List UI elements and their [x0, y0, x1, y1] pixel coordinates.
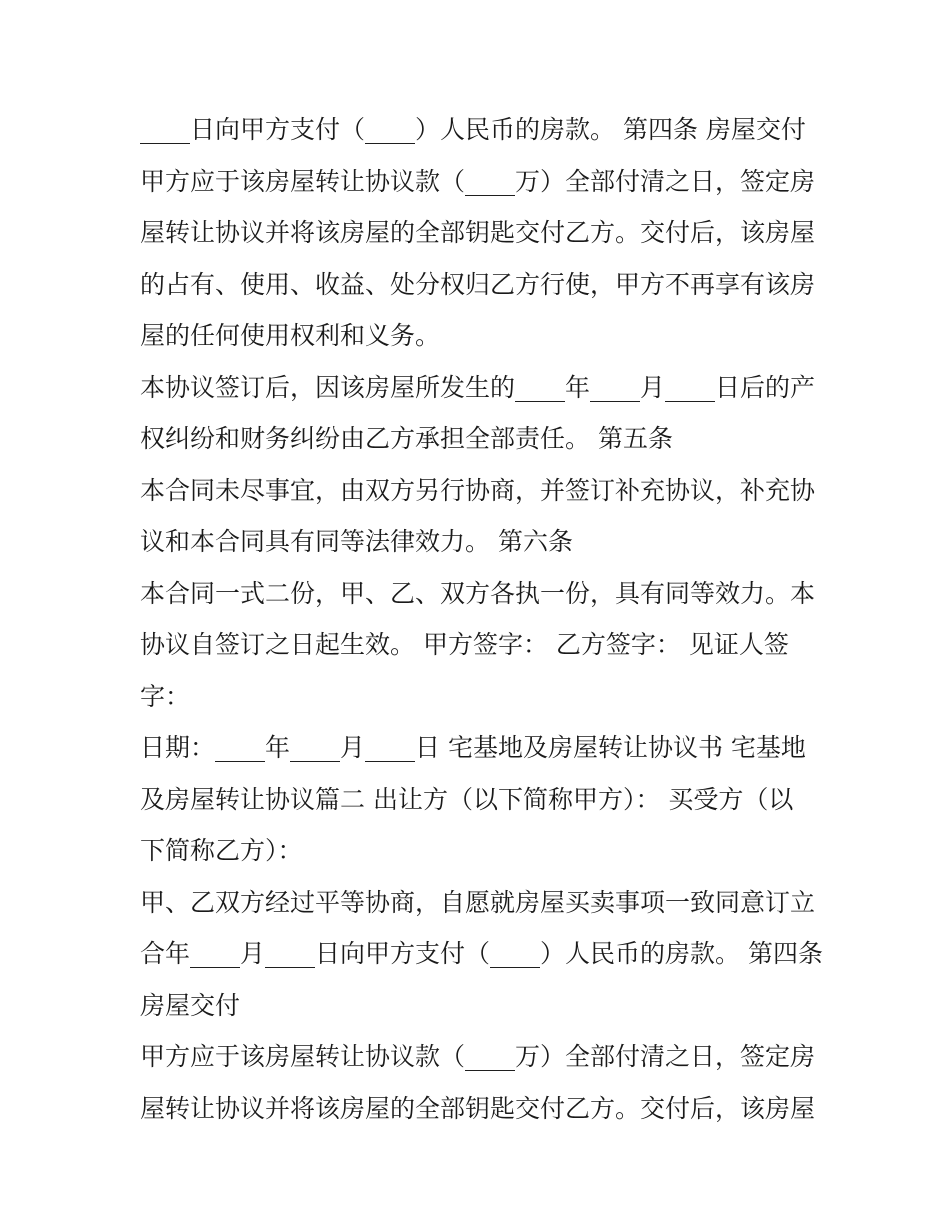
text-line: 屋转让协议并将该房屋的全部钥匙交付乙方。交付后，该房屋: [140, 218, 816, 247]
text-line: 本合同一式二份，甲、乙、双方各执一份，具有同等效力。本: [140, 578, 816, 608]
text-line: 甲方应于该房屋转让协议款（____万）全部付清之日，签定房: [140, 1042, 816, 1071]
text-line: 房屋交付: [140, 990, 241, 1020]
text-line: 屋的任何使用权利和义务。: [140, 321, 441, 350]
text-line: 议和本合同具有同等法律效力。 第六条: [140, 527, 573, 556]
text-line: 协议自签订之日起生效。 甲方签字： 乙方签字： 见证人签: [140, 630, 789, 659]
document-body: [140, 104, 823, 1134]
text-line: 下简称乙方）：: [140, 836, 303, 865]
text-line: 屋转让协议并将该房屋的全部钥匙交付乙方。交付后，该房屋: [140, 1093, 816, 1123]
text-line: 日期：____年____月____日 宅基地及房屋转让协议书 宅基地: [140, 733, 806, 762]
text-line: ____日向甲方支付（____）人民币的房款。 第四条 房屋交付: [140, 115, 806, 144]
text-line: 及房屋转让协议篇二 出让方（以下简称甲方）： 买受方（以: [140, 784, 794, 814]
text-line: 合年____月____日向甲方支付（____）人民币的房款。 第四条: [140, 939, 823, 968]
text-line: 的占有、使用、收益、处分权归乙方行使，甲方不再享有该房: [140, 269, 816, 299]
text-line: 本合同未尽事宜，由双方另行协商，并签订补充协议，补充协: [140, 475, 816, 505]
text-line: 甲、乙双方经过平等协商，自愿就房屋买卖事项一致同意订立: [140, 887, 816, 917]
text-line: 权纠纷和财务纠纷由乙方承担全部责任。 第五条: [140, 424, 673, 453]
text-line: 字：: [140, 681, 191, 711]
text-line: 甲方应于该房屋转让协议款（____万）全部付清之日，签定房: [140, 166, 816, 196]
text-line: 本协议签订后，因该房屋所发生的____年____月____日后的产: [140, 372, 816, 402]
